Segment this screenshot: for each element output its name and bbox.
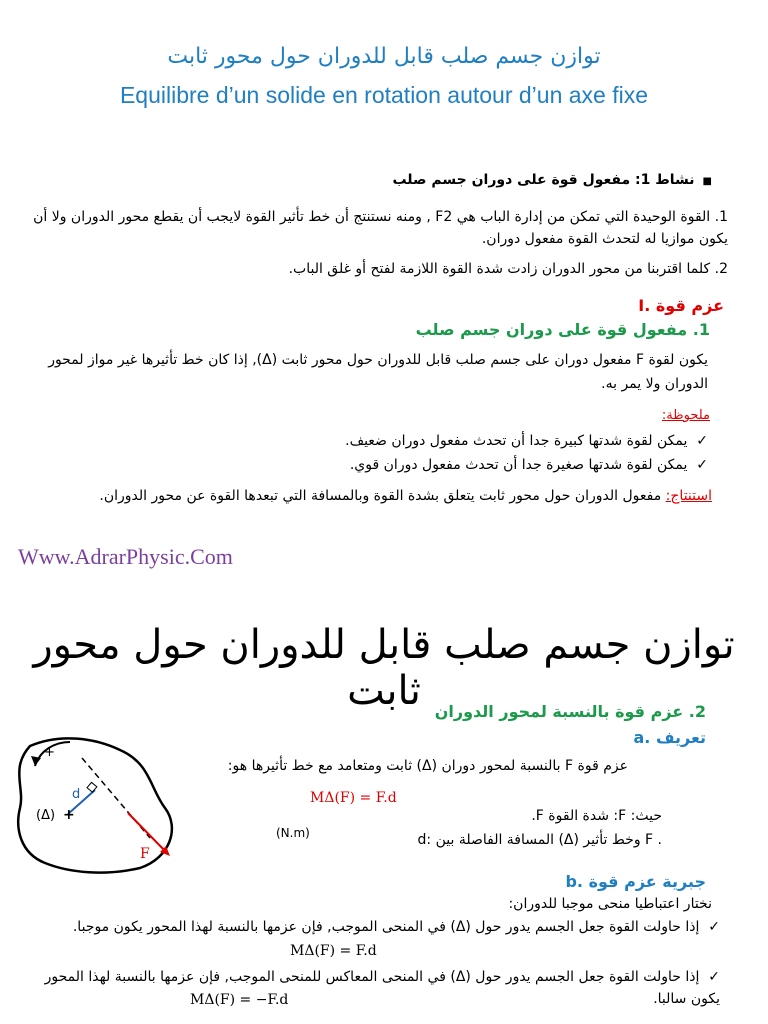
section-2b-heading: b. جبرية عزم قوة [565, 872, 706, 891]
section-2a-heading: a. تعريف [633, 728, 706, 747]
title-arabic: توازن جسم صلب قابل للدوران حول محور ثابت [167, 44, 601, 69]
note-label: ملحوظة: [661, 408, 710, 423]
activity-item-2: 2. كلما اقتربنا من محور الدوران زادت شدة القوة اللازمة لفتح أو غلق الباب. [288, 261, 728, 277]
conclusion [99, 488, 712, 504]
where-force: حيث: F: شدة القوة F. [531, 808, 662, 824]
axis-point-icon: + [63, 807, 75, 823]
where-distance: d: المسافة الفاصلة بين (Δ) وخط تأثير F . [417, 832, 662, 848]
note-item-1: ✓ يمكن لقوة شدتها كبيرة جدا أن تحدث مفعول دوران ضعيف. [345, 433, 708, 449]
section-1-body: يكون لقوة F مفعول دوران على جسم صلب قابل للدوران حول محور ثابت (Δ), إذا كان خط تأثيرها غير مواز لمحور الدوران ولا يمر به. [48, 352, 708, 392]
section-1-heading: I. عزم قوة [638, 296, 724, 315]
big-title: توازن جسم صلب قابل للدوران حول محور ثابت [33, 622, 735, 714]
positive-moment-text: ✓ إذا حاولت القوة جعل الجسم يدور حول (Δ) في المنحى الموجب, فإن عزمها بالنسبة لهذا المحور يكون موجبا. [72, 919, 720, 935]
moment-figure [0, 728, 200, 878]
unit-label: (N.m) [276, 826, 310, 840]
definition-text: عزم قوة F بالنسبة لمحور دوران (Δ) ثابت ومتعامد مع خط تأثيرها هو: [227, 758, 628, 774]
conclusion-label: استنتاج: [665, 488, 712, 504]
activity-heading: ■نشاط 1: مفعول قوة على دوران جسم صلب [392, 172, 712, 188]
conclusion-text: مفعول الدوران حول محور ثابت يتعلق بشدة القوة وبالمسافة التي تبعدها القوة عن محور الدوران. [99, 488, 662, 504]
activity-item-1: 1. القوة الوحيدة التي تمكن من إدارة الباب هي F2 , ومنه نستنتج أن خط تأثير القوة لايجب أن يقطع محور الدوران ولا أن يكون موازيا له لتحدث القوة مفعول دوران. [33, 209, 728, 247]
checkmark-icon: ✓ [696, 433, 708, 449]
force-label: F [140, 846, 150, 862]
negative-moment-text: ✓ إذا حاولت القوة جعل الجسم يدور حول (Δ) في المنحى المعاكس للمنحى الموجب, فإن عزمها بالنسبة لهذا المحور يكون سالبا. [44, 969, 720, 1007]
website-link[interactable]: Www.AdrarPhysic.Com [18, 544, 233, 569]
negative-moment-formula: MΔ(F) = −F.d [190, 992, 289, 1008]
moment-formula: MΔ(F) = F.d [310, 790, 397, 806]
plus-label: + [44, 745, 55, 760]
section-1-subheading: 1. مفعول قوة على دوران جسم صلب [415, 320, 710, 339]
distance-label: d [72, 787, 81, 802]
title-french: Equilibre d’un solide en rotation autour d’un axe fixe [119, 82, 649, 108]
axis-label: (Δ) [36, 808, 56, 823]
positive-moment-formula: MΔ(F) = F.d [290, 943, 377, 959]
choose-direction-text: نختار اعتباطيا منحى موجبا للدوران: [508, 896, 712, 912]
checkmark-icon: ✓ [696, 457, 708, 473]
section-2-heading: 2. عزم قوة بالنسبة لمحور الدوران [434, 702, 706, 721]
square-bullet-icon: ■ [702, 176, 712, 187]
checkmark-icon: ✓ [708, 919, 720, 935]
checkmark-icon: ✓ [708, 969, 720, 985]
note-item-2: ✓ يمكن لقوة شدتها صغيرة جدا أن تحدث مفعول دوران قوي. [349, 457, 708, 473]
